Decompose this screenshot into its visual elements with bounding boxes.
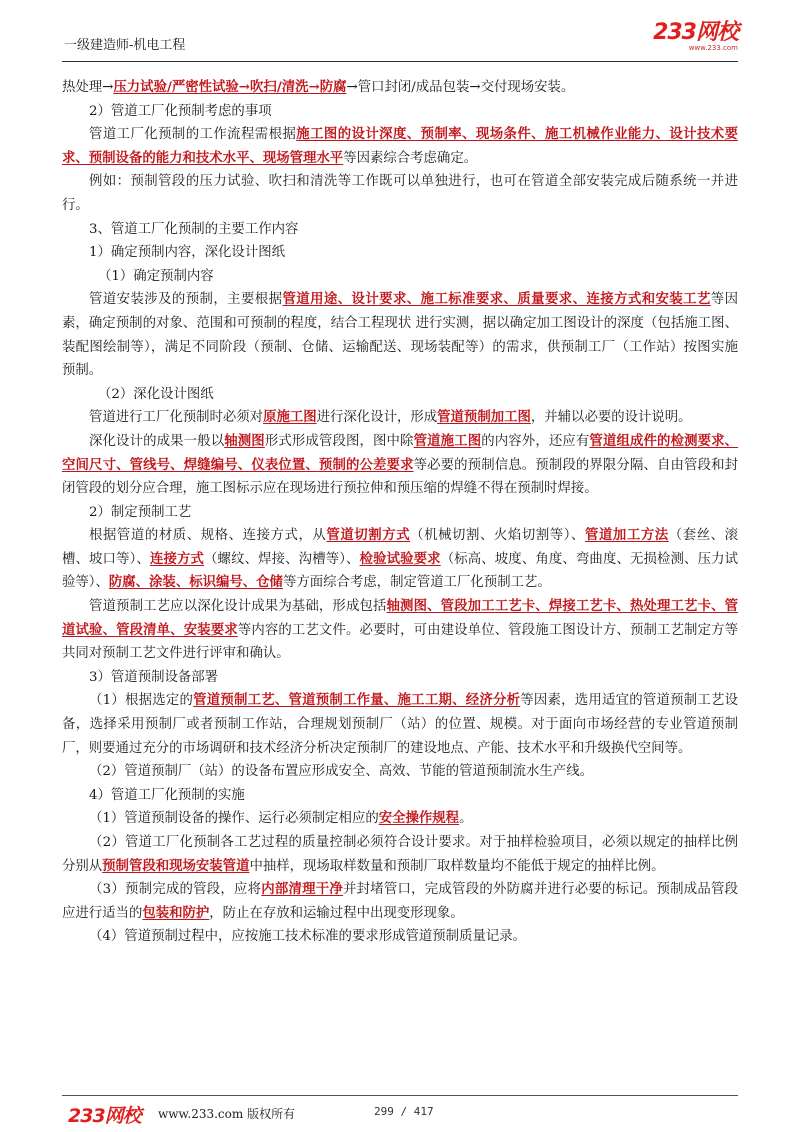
text-run: 热处理→ [62, 80, 114, 95]
paragraph [62, 760, 738, 784]
key-term: 检验试验要求 [359, 550, 441, 567]
page-footer [62, 1101, 738, 1125]
key-term: 预制管段和现场安装管道 [102, 857, 250, 874]
footer-copyright: www.233.com 版权所有 [158, 1107, 296, 1121]
key-term: 包装和防护 [142, 904, 210, 921]
header-divider [62, 61, 738, 62]
text-run: 3）管道预制设备部署 [89, 669, 219, 685]
key-term: 原施工图 [263, 409, 317, 426]
key-term: 管道加工方法 [584, 527, 669, 544]
header-title: 一级建造师-机电工程 [64, 38, 186, 53]
text-run: 中抽样，现场取样数量和预制厂取样数量均不能低于规定的抽样比例。 [249, 858, 665, 874]
key-term: 管道施工图 [413, 432, 482, 449]
paragraph [62, 925, 738, 949]
text-run: 3、管道工厂化预制的主要工作内容 [89, 221, 299, 237]
brand-logo [653, 22, 738, 52]
paragraph [62, 595, 738, 666]
paragraph [62, 784, 738, 808]
text-run: （2）管道预制厂（站）的设备布置应形成安全、高效、节能的管道预制流水生产线。 [89, 764, 593, 780]
paragraph [62, 383, 738, 407]
text-run: 等因素综合考虑确定。 [343, 150, 478, 166]
text-run: （1）管道预制设备的操作、运行必须制定相应的 [89, 811, 379, 827]
text-run: 2）管道工厂化预制考虑的事项 [89, 103, 272, 119]
text-run: （2）管道工厂化预制各工艺过程的质量控制必须符合设计要求。对于抽样检验项目，必须以规定的抽样比例分别从 [62, 835, 738, 874]
text-run: 。 [459, 811, 473, 827]
text-run: 管道进行工厂化预制时必须对 [89, 410, 264, 426]
key-term: 管道组成件的检测要求、空间尺寸、管线号、焊缝编号、仪表位置、预制的公差要求 [62, 432, 739, 473]
text-run: 并封堵管口，完成管段的外防腐并进行必要的标记。预制成品管段应进行适当的 [62, 882, 738, 921]
key-term: 施工图的设计深度、预制率、现场条件、施工机械作业能力、设计技术要求、预制设备的能力和技术水平、现场管理水平 [62, 126, 738, 166]
paragraph [62, 666, 738, 690]
text-run: （螺纹、焊接、沟槽等）、 [204, 551, 360, 567]
text-run: 进行深化设计，形成 [316, 410, 438, 426]
paragraph [62, 100, 738, 124]
text-run: 等方面综合考虑，制定管道工厂化预制工艺。 [282, 575, 551, 591]
footer-divider [62, 1095, 738, 1096]
key-term: 防腐、涂装、标识编号、仓储 [108, 574, 283, 591]
key-term: 轴测图 [224, 432, 265, 449]
key-term: 管道预制工艺、管道预制工作量、施工工期、经济分析 [193, 692, 521, 709]
text-run: →管口封闭/成品包装→交付现场安装。 [346, 80, 575, 95]
text-run: （2）深化设计图纸 [98, 386, 214, 402]
text-run: 例如：预制管段的压力试验、吹扫和清洗等工作既可以单独进行，也可在管道全部安装完成后随系统一并进行。 [62, 174, 738, 213]
paragraph [62, 241, 738, 265]
text-run: （标高、坡度、角度、弯曲度、无损检测、压力试验等）、 [62, 551, 739, 591]
text-run: 等因素，确定预制的对象、范围和可预制的程度，结合工程现状 进行实测，据以确定加工图设计的深度（包括施工图、装配图绘制等），满足不同阶段（预制、仓储、运输配送、现场装配等）的需求，供预制工厂（工作站）按图实施预制。 [62, 292, 739, 379]
text-run: （4）管道预制过程中，应按施工技术标准的要求形成管道预制质量记录。 [89, 929, 527, 945]
text-run: 管道工厂化预制的工作流程需根据 [89, 127, 297, 143]
paragraph [62, 878, 738, 925]
paragraph [62, 76, 738, 100]
key-term: 压力试验/严密性试验→吹扫/清洗→防腐 [113, 79, 347, 95]
logo-url: www.233.com [688, 44, 738, 52]
paragraph [62, 218, 738, 242]
paragraph [62, 288, 738, 382]
footer-logo: 233网校 [68, 1105, 141, 1127]
text-run: 1）确定预制内容，深化设计图纸 [89, 245, 285, 261]
text-run: 4）管道工厂化预制的实施 [89, 787, 245, 803]
logo-text: 233网校 [653, 20, 738, 45]
text-run: 2）制定预制工艺 [89, 504, 192, 520]
text-run: 管道安装涉及的预制，主要根据 [89, 292, 283, 308]
text-run: （机械切割、火焰切割等）、 [410, 528, 585, 544]
paragraph [62, 807, 738, 831]
text-run: （1）根据选定的 [89, 693, 194, 709]
text-run: 等因素，选用适宜的管道预制工艺设备，选择采用预制厂或者预制工作站，合理规划预制厂（站）的位置、规模。对于面向市场经营的专业管道预制厂，则要通过充分的市场调研和技术经济分析决定预制厂的建设地点、产能、技术水平和升级换代空间等。 [62, 693, 738, 756]
paragraph [62, 123, 738, 170]
document-body [62, 76, 738, 949]
text-run: （3）预制完成的管段，应将 [89, 882, 262, 898]
key-term: 连接方式 [149, 550, 205, 567]
page-number: 299 / 417 [374, 1105, 434, 1118]
text-run: 管道预制工艺应以深化设计成果为基础，形成包括 [89, 599, 387, 615]
key-term: 管道预制加工图 [437, 409, 531, 426]
text-run: （套丝、滚槽、坡口等）、 [62, 528, 739, 567]
text-run: 深化设计的成果一般以 [89, 433, 225, 449]
text-run: 等必要的预制信息。预制段的界限分隔、自由管段和封闭管段的划分应合理，施工图标示应在现场进行预拉伸和预压缩的焊缝不得在预制时焊接。 [62, 457, 739, 497]
text-run: 形式形成管段图，图中除 [264, 433, 414, 449]
key-term: 内部清理干净 [261, 881, 344, 898]
text-run: 等内容的工艺文件。必要时，可由建设单位、管段施工图设计方、预制工艺制定方等共同对预制工艺文件进行评审和确认。 [62, 622, 738, 662]
paragraph [62, 501, 738, 525]
key-term: 安全操作规程 [378, 810, 460, 827]
text-run: ，防止在存放和运输过程中出现变形现象。 [209, 905, 464, 921]
key-term: 轴测图、管段加工工艺卡、焊接工艺卡、热处理工艺卡、管道试验、管段清单、安装要求 [62, 598, 739, 638]
text-run: ，并辅以必要的设计说明。 [530, 410, 692, 426]
page-header [62, 18, 738, 58]
paragraph [62, 265, 738, 289]
text-run: 的内容外，还应有 [481, 433, 590, 449]
paragraph [62, 170, 738, 217]
text-run: （1）确定预制内容 [98, 268, 214, 284]
key-term: 管道切割方式 [326, 527, 411, 544]
paragraph [62, 831, 738, 878]
paragraph [62, 524, 738, 595]
key-term: 管道用途、设计要求、施工标准要求、质量要求、连接方式和安装工艺 [282, 291, 711, 308]
paragraph [62, 689, 738, 760]
paragraph [62, 406, 738, 430]
paragraph [62, 430, 738, 501]
text-run: 根据管道的材质、规格、连接方式，从 [89, 528, 327, 544]
